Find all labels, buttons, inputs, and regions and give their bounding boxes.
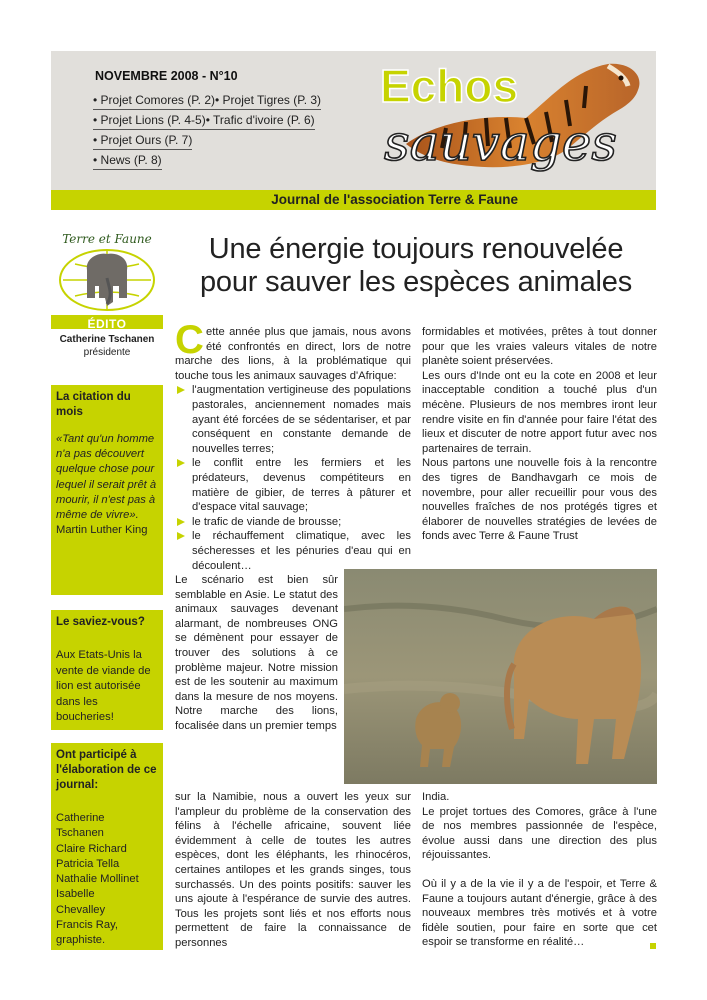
- author-name: Catherine Tschanen: [59, 334, 155, 345]
- article-column-2-bottom: [422, 790, 657, 950]
- col2-paragraph: Les ours d'Inde ont eu la cote en 2008 et leur inacceptable condition a touché plus d'un mécène. Plusieurs de nos membres iront leur rendre visite en fin d'année pour faire l'état des lieux et discuter de notre apport futur avec nos partenaires de terrain.: [422, 369, 657, 455]
- col1-bottom-paragraph: sur la Namibie, nous a ouvert les yeux sur l'ampleur du problème de la conservation des félins à l'échelle africaine, souvent liée évidemment à celle de toutes les autres espèces, dont les éléphants, les rhinocéros, certaines antilopes et les grands singes, tous surchassés. Un des points positifs: sauver les uns ajoute à l'espérance de survie des autres. Tous les projets sont liés et nos efforts nous permettent de faire la connaissance de personnes: [175, 791, 411, 949]
- article-column-1-bottom: [175, 790, 411, 951]
- title-line-1: Une énergie toujours renouvelée: [208, 233, 624, 265]
- quote-text: «Tant qu'un homme n'a pas découvert quelque chose pour lequel il serait prêt à mourir, il n'est pas à même de vivre».: [56, 433, 157, 522]
- edito-author: [51, 333, 163, 359]
- quote-box: [51, 385, 163, 595]
- did-you-know-box: [51, 610, 163, 730]
- bullet-item: l'augmentation vertigineuse des populations pastorales, anciennement nomades mais ayant été forcées de se sédentariser, et par conséquent en constante demande de nouvelles terres;: [175, 383, 411, 456]
- author-role: présidente: [83, 347, 131, 358]
- logo-text: Terre et Faune: [62, 232, 152, 246]
- col1-narrow-paragraph: Le scénario est bien sûr semblable en Asie. Le statut des animaux sauvages devenant alarmant, de nombreuses ONG se démènent pour essayer de trouver des solutions à ce problème majeur. Notre mission est de les soutenir au maximum dans la mesure de nos moyens. Notre marche des lions, focalisée dans un premier temps: [175, 574, 338, 733]
- toc-item[interactable]: • Projet Lions (P. 4-5)• Trafic d'ivoire (P. 6): [93, 112, 315, 130]
- did-you-know-text: Aux Etats-Unis la vente de viande de lion est autorisée dans les boucheries!: [56, 649, 151, 723]
- article-column-2: [422, 325, 657, 544]
- tiger-illustration: [376, 52, 656, 190]
- col2-paragraph: formidables et motivées, prêtes à tout donner pour que les vraies valeurs vitales de notre planète soient préservées.: [422, 326, 657, 368]
- elephant-globe-icon: [55, 228, 159, 316]
- quote-heading: La citation du mois: [56, 391, 131, 418]
- masthead-title-sauvages: sauvages: [384, 114, 617, 172]
- edito-label: ÉDITO: [87, 317, 127, 331]
- lioness-cub-image: [344, 569, 657, 784]
- journal-title: Journal de l'association Terre & Faune: [271, 192, 518, 207]
- article-title: [175, 233, 657, 299]
- masthead-logo: [376, 52, 656, 190]
- terre-et-faune-logo: [55, 228, 159, 316]
- credits-box: [51, 743, 163, 950]
- masthead-title-echos: Echos: [380, 60, 519, 112]
- title-line-2: pour sauver les espèces animales: [199, 266, 633, 298]
- credits-heading: Ont participé à l'élaboration de ce journal:: [56, 749, 157, 791]
- end-of-article-square-icon: [650, 943, 656, 949]
- quote-author: Martin Luther King: [56, 524, 148, 537]
- journal-bar: [51, 190, 656, 210]
- drop-cap: C: [175, 318, 204, 362]
- edito-label-bar: [51, 315, 163, 329]
- bullet-item: le trafic de viande de brousse;: [175, 515, 411, 530]
- toc-item[interactable]: • News (P. 8): [93, 152, 162, 170]
- col2-bottom-paragraph: Le projet tortues des Comores, grâce à l'une de nos membres passionnée de l'espèce, évolue aussi dans une direction des plus réjouissantes.: [422, 805, 657, 862]
- bullet-item: le réchauffement climatique, avec les sécheresses et les pénuries d'eau qui en découlent…: [175, 529, 411, 573]
- col2-bottom-paragraph: Où il y a de la vie il y a de l'espoir, et Terre & Faune a toujours autant d'énergie, grâce à des nouveaux membres très motivés et à votre fidèle soutien, pour faire en sorte que cet espoir se transforme en réalité…: [422, 877, 657, 949]
- credits-text: Catherine Tschanen Claire Richard Patricia Tella Nathalie Mollinet Isabelle Chevalley Francis Ray, graphiste.: [56, 812, 139, 947]
- col2-bottom-paragraph: India.: [422, 791, 450, 803]
- toc-item[interactable]: • Projet Ours (P. 7): [93, 132, 192, 150]
- col2-paragraph: Nous partons une nouvelle fois à la rencontre des tigres de Bandhavgarh ce mois de novembre, pour aller recueillir pour vous des nouvelles fraîches de nos protégés tigres et élaborer de nouvelles stratégies de levées de fonds avec Terre & Faune Trust: [422, 457, 657, 543]
- lions-photo: [344, 569, 657, 784]
- intro-paragraph: Cette année plus que jamais, nous avons été confrontés en direct, lors de notre marche des lions, à la problématique qui touche tous les animaux sauvages d'Afrique:: [175, 318, 411, 382]
- bullet-item: le conflit entre les fermiers et les prédateurs, devenus compétiteurs en matière de gibier, de terres à pâturer et d'espace vital sauvage;: [175, 456, 411, 514]
- did-you-know-heading: Le saviez-vous?: [56, 616, 145, 628]
- toc-item[interactable]: • Projet Comores (P. 2)• Projet Tigres (P. 3): [93, 92, 321, 110]
- table-of-contents: [93, 92, 321, 172]
- issue-label: NOVEMBRE 2008 - N°10: [95, 69, 238, 83]
